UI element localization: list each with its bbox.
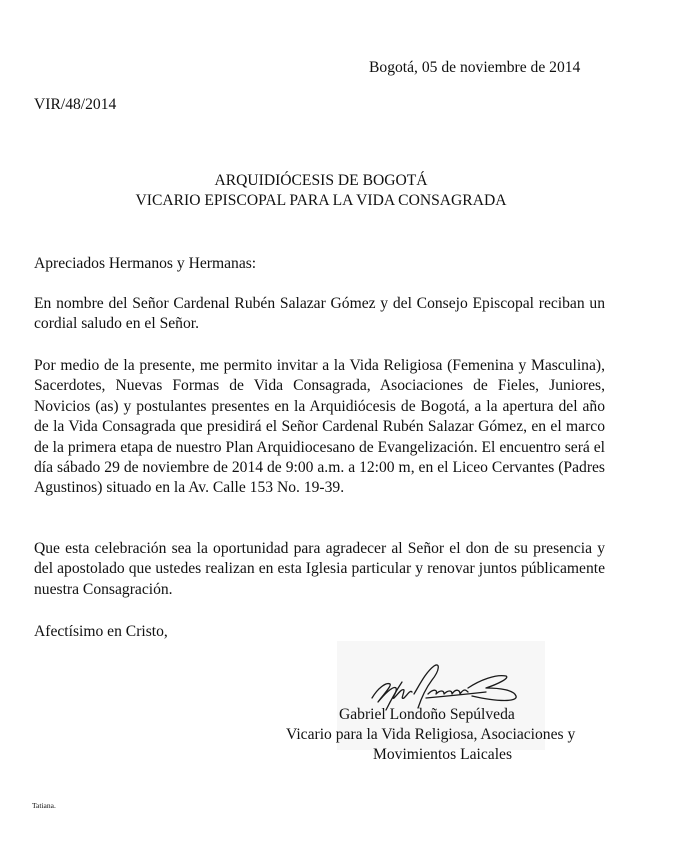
signer-role-line2: Movimientos Laicales — [373, 746, 513, 763]
paragraph-greeting: En nombre del Señor Cardenal Rubén Salazar Gómez y del Consejo Episcopal reciban un cordial saludo en el Señor. — [34, 295, 605, 333]
place-date: Bogotá, 05 de noviembre de 2014 — [369, 59, 581, 76]
signer-name: Gabriel Londoño Sepúlveda — [339, 706, 515, 723]
paragraph-invitation: Por medio de la presente, me permito invitar a la Vida Religiosa (Femenina y Masculina), Sacerdotes, Nuevas Formas de Vida Consagrada, Asociaciones de Fieles, Juniores, Novicios (as) y postulantes presentes en la Arquidiócesis de Bogotá, a la apertura del año de la Vida Consagrada que presidirá el Señor Cardenal Rubén Salazar Gómez, en el marco de la primera etapa de nuestro Plan Arquidiocesano de Evangelización. El encuentro será el día sábado 29 de noviembre de 2014 de 9:00 a.m. a 12:00 m, en el Liceo Cervantes (Padres Agustinos) situado en la Av. Calle 153 No. 19-39. — [34, 357, 605, 497]
paragraph-celebration: Que esta celebración sea la oportunidad para agradecer al Señor el don de su presencia y del apostolado que ustedes realizan en esta Iglesia particular y renovar juntos públicamente nuestra Consagración. — [34, 540, 605, 598]
heading-vicar: VICARIO EPISCOPAL PARA LA VIDA CONSAGRADA — [135, 192, 507, 209]
typist-initials: Tatiana. — [32, 801, 56, 810]
heading-archdiocese: ARQUIDIÓCESIS DE BOGOTÁ — [214, 172, 428, 189]
signer-role-line1: Vicario para la Vida Religiosa, Asociaciones y — [286, 726, 576, 743]
reference-number: VIR/48/2014 — [34, 96, 117, 113]
closing: Afectísimo en Cristo, — [34, 623, 168, 640]
salutation: Apreciados Hermanos y Hermanas: — [34, 255, 257, 272]
